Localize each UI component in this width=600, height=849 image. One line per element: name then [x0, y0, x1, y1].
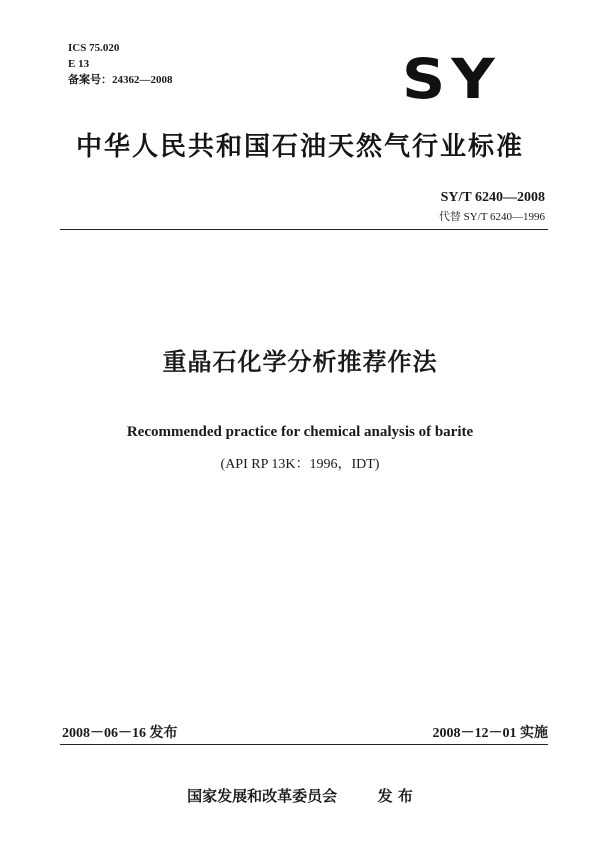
- issuer-name: 国家发展和改革委员会: [187, 787, 338, 805]
- sy-logo: SY: [402, 47, 501, 112]
- title-chinese: 重晶石化学分析推荐作法: [162, 348, 438, 376]
- filing-number: 备案号：24362—2008: [68, 74, 173, 86]
- title-english: Recommended practice for chemical analysis of barite: [126, 424, 474, 440]
- replaces-note: 代替 SY/T 6240—1996: [438, 211, 545, 223]
- implementation-date: 2008－12－01 实施: [432, 726, 548, 741]
- organization-title: 中华人民共和国石油天然气行业标准: [75, 132, 524, 162]
- ics-code: ICS 75.020: [68, 42, 120, 54]
- bottom-divider: [60, 744, 548, 745]
- standard-number: SY/T 6240—2008: [440, 190, 545, 205]
- top-divider: [60, 229, 548, 230]
- issuer-action: 发 布: [377, 787, 413, 805]
- issuer-block: [0, 785, 600, 806]
- adoption-note: (API RP 13K：1996，IDT): [220, 457, 380, 472]
- issue-date: 2008－06－16 发布: [62, 726, 178, 741]
- category-code: E 13: [68, 58, 90, 70]
